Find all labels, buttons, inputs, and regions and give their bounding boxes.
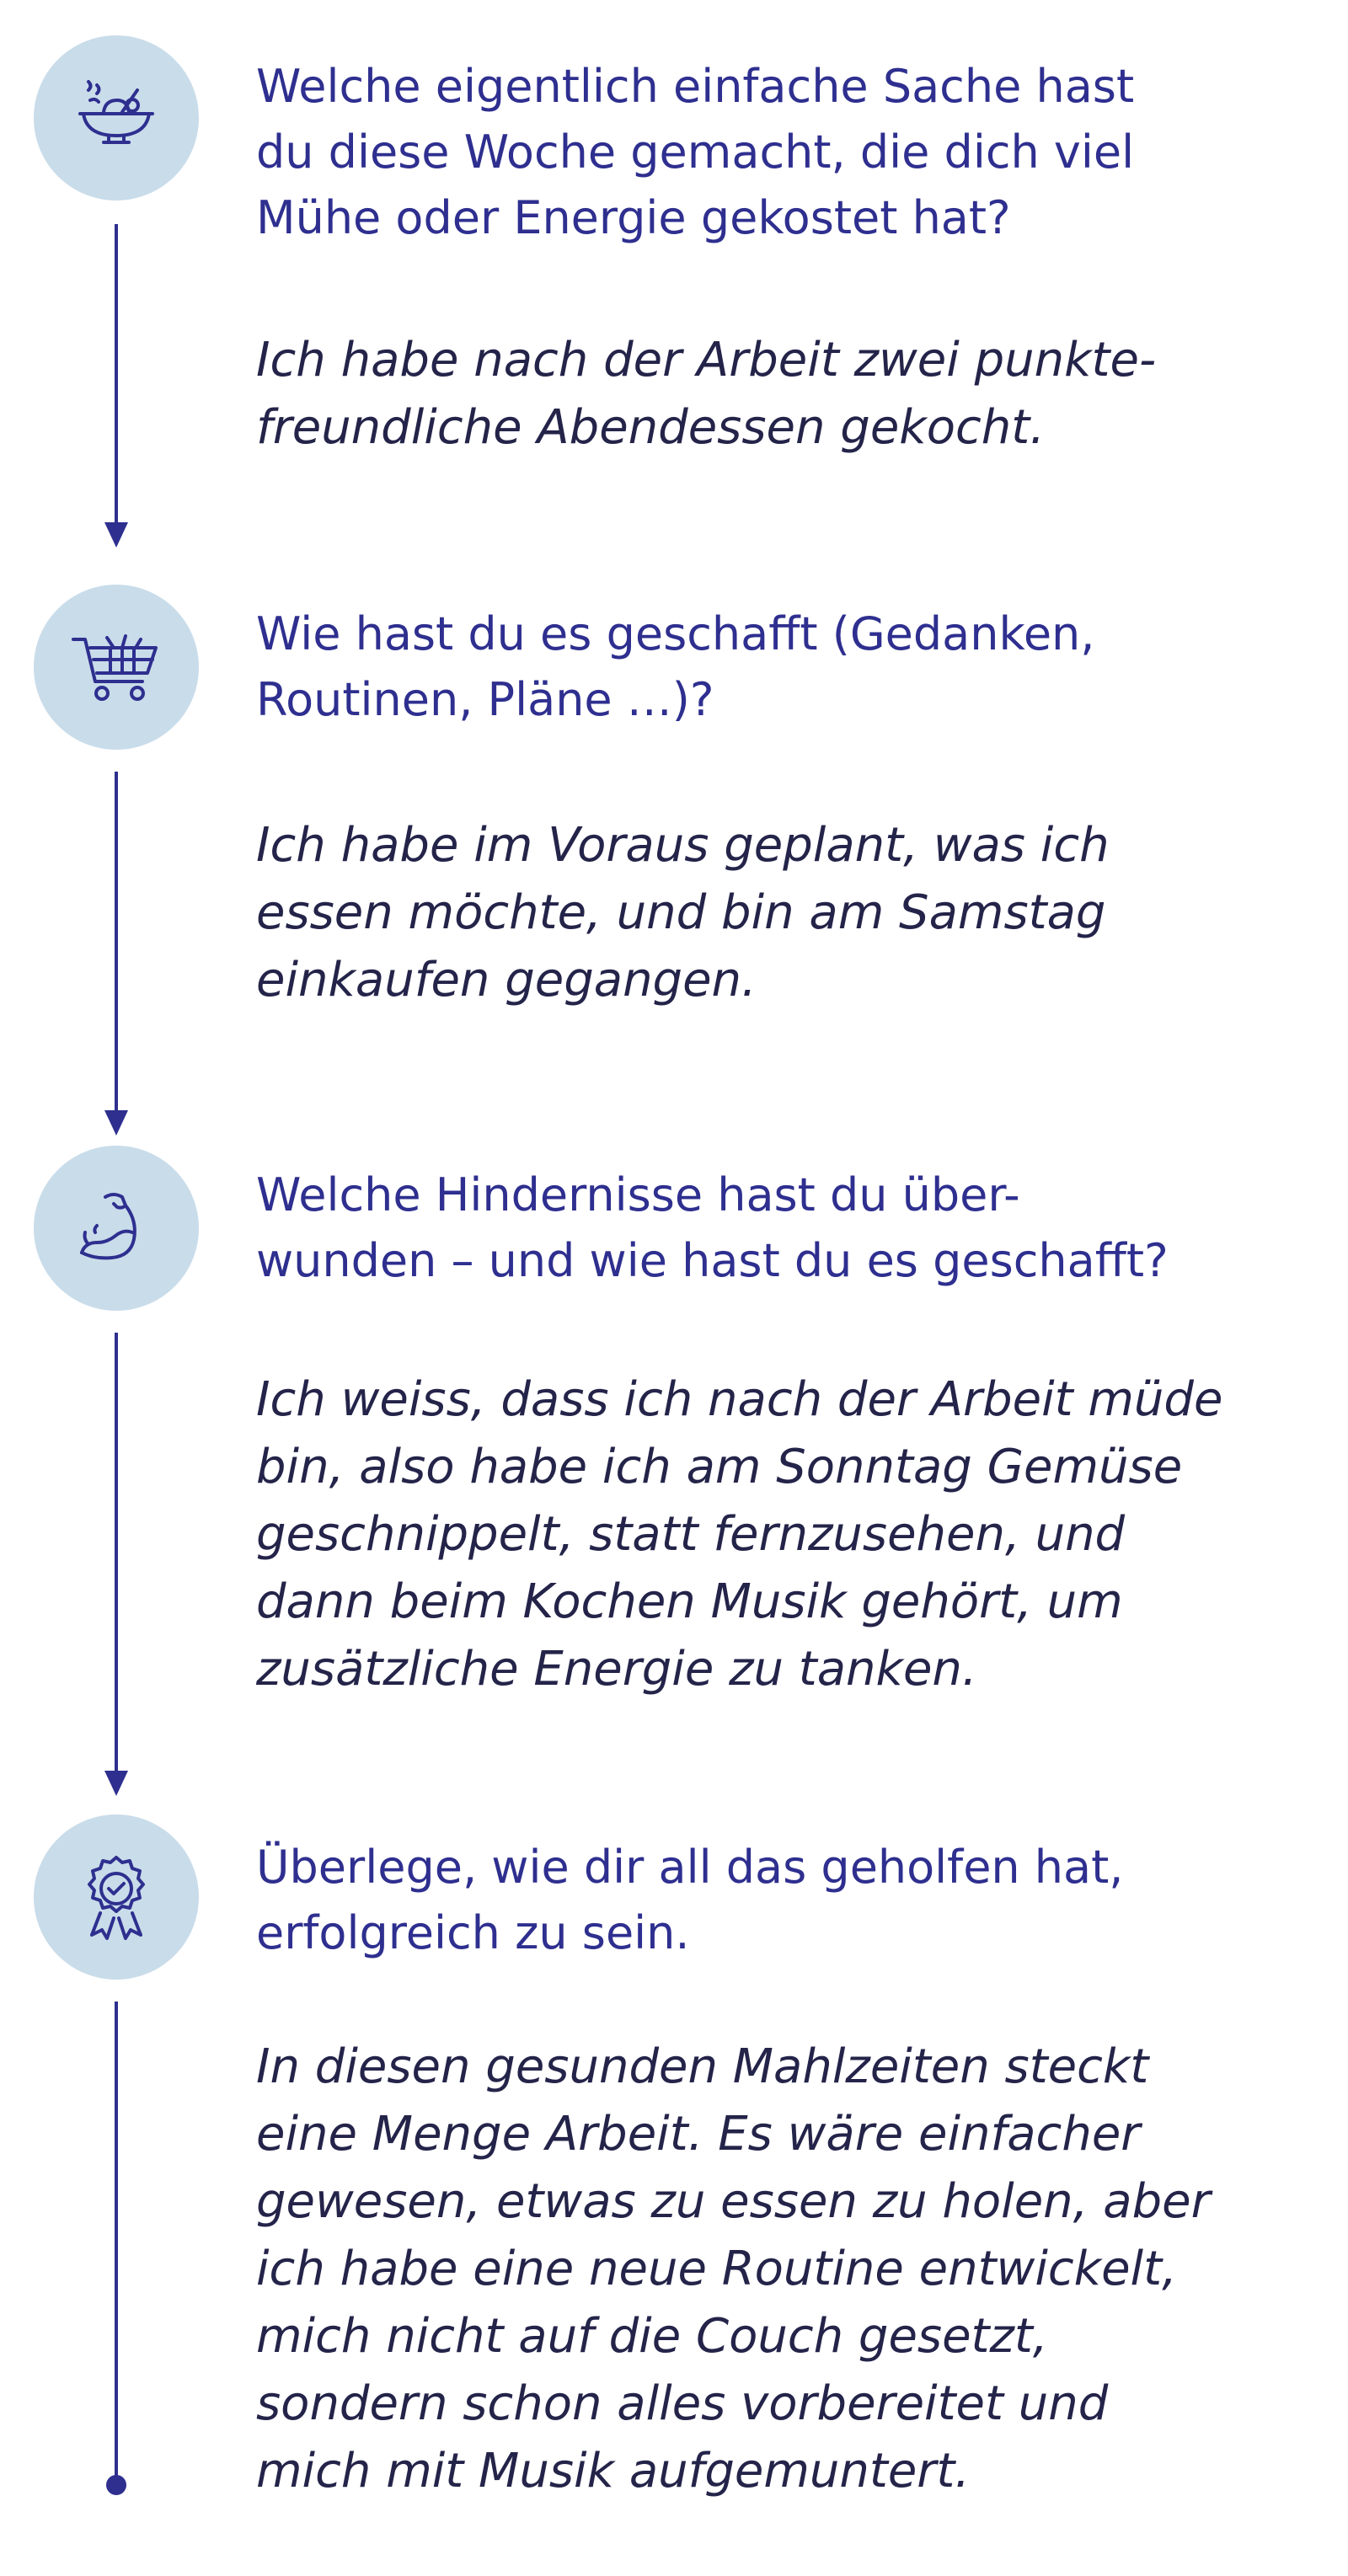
step-question: Überlege, wie dir all das geholfen hat, erfolgreich zu sein. <box>256 1841 1124 1959</box>
timeline-arrowhead-1 <box>104 522 128 548</box>
timeline-arrowhead-3 <box>104 1771 128 1796</box>
flexed-arm-icon <box>70 1182 163 1275</box>
timeline-connector-2 <box>115 772 118 1117</box>
step-question: Welche eigentlich einfache Sache hast du diese Woche gemacht, die dich viel Mühe oder Energie gekostet hat? <box>256 60 1135 244</box>
timeline-connector-3 <box>115 1333 118 1777</box>
step-icon-circle <box>34 585 199 750</box>
timeline-arrowhead-2 <box>104 1110 128 1136</box>
step-icon-circle <box>34 1146 199 1311</box>
step-question: Wie hast du es geschafft (Gedanken, Routinen, Pläne …)? <box>256 607 1095 726</box>
step-answer: In diesen gesunden Mahlzeiten steckt eine Menge Arbeit. Es wäre einfacher gewesen, etwas zu essen zu holen, aber ich habe eine neue Routine entwickelt, mich nicht auf die Couch gesetzt, sondern schon alles vorbereitet und mich mit Musik aufgemuntert. <box>256 2039 1211 2499</box>
step-answer: Ich habe nach der Arbeit zwei punkte- freundliche Abendessen gekocht. <box>256 333 1157 455</box>
step-answer: Ich habe im Voraus geplant, was ich essen möchte, und bin am Samstag einkaufen gegangen. <box>256 818 1110 1007</box>
step-icon-circle <box>34 1814 199 1980</box>
award-badge-icon <box>70 1851 163 1943</box>
step-icon-circle <box>34 35 199 200</box>
timeline-connector-1 <box>115 224 118 529</box>
step-question: Welche Hindernisse hast du über- wunden – und wie hast du es geschafft? <box>256 1168 1169 1287</box>
step-answer: Ich weiss, dass ich nach der Arbeit müde bin, also habe ich am Sonntag Gemüse geschnippelt, statt fernzusehen, und dann beim Kochen Musik gehört, um zusätzliche Energie zu tanken. <box>256 1372 1223 1697</box>
timeline-connector-4 <box>115 2001 118 2485</box>
bowl-icon <box>70 72 163 164</box>
shopping-cart-icon <box>70 621 163 713</box>
timeline-end-dot <box>106 2475 126 2495</box>
